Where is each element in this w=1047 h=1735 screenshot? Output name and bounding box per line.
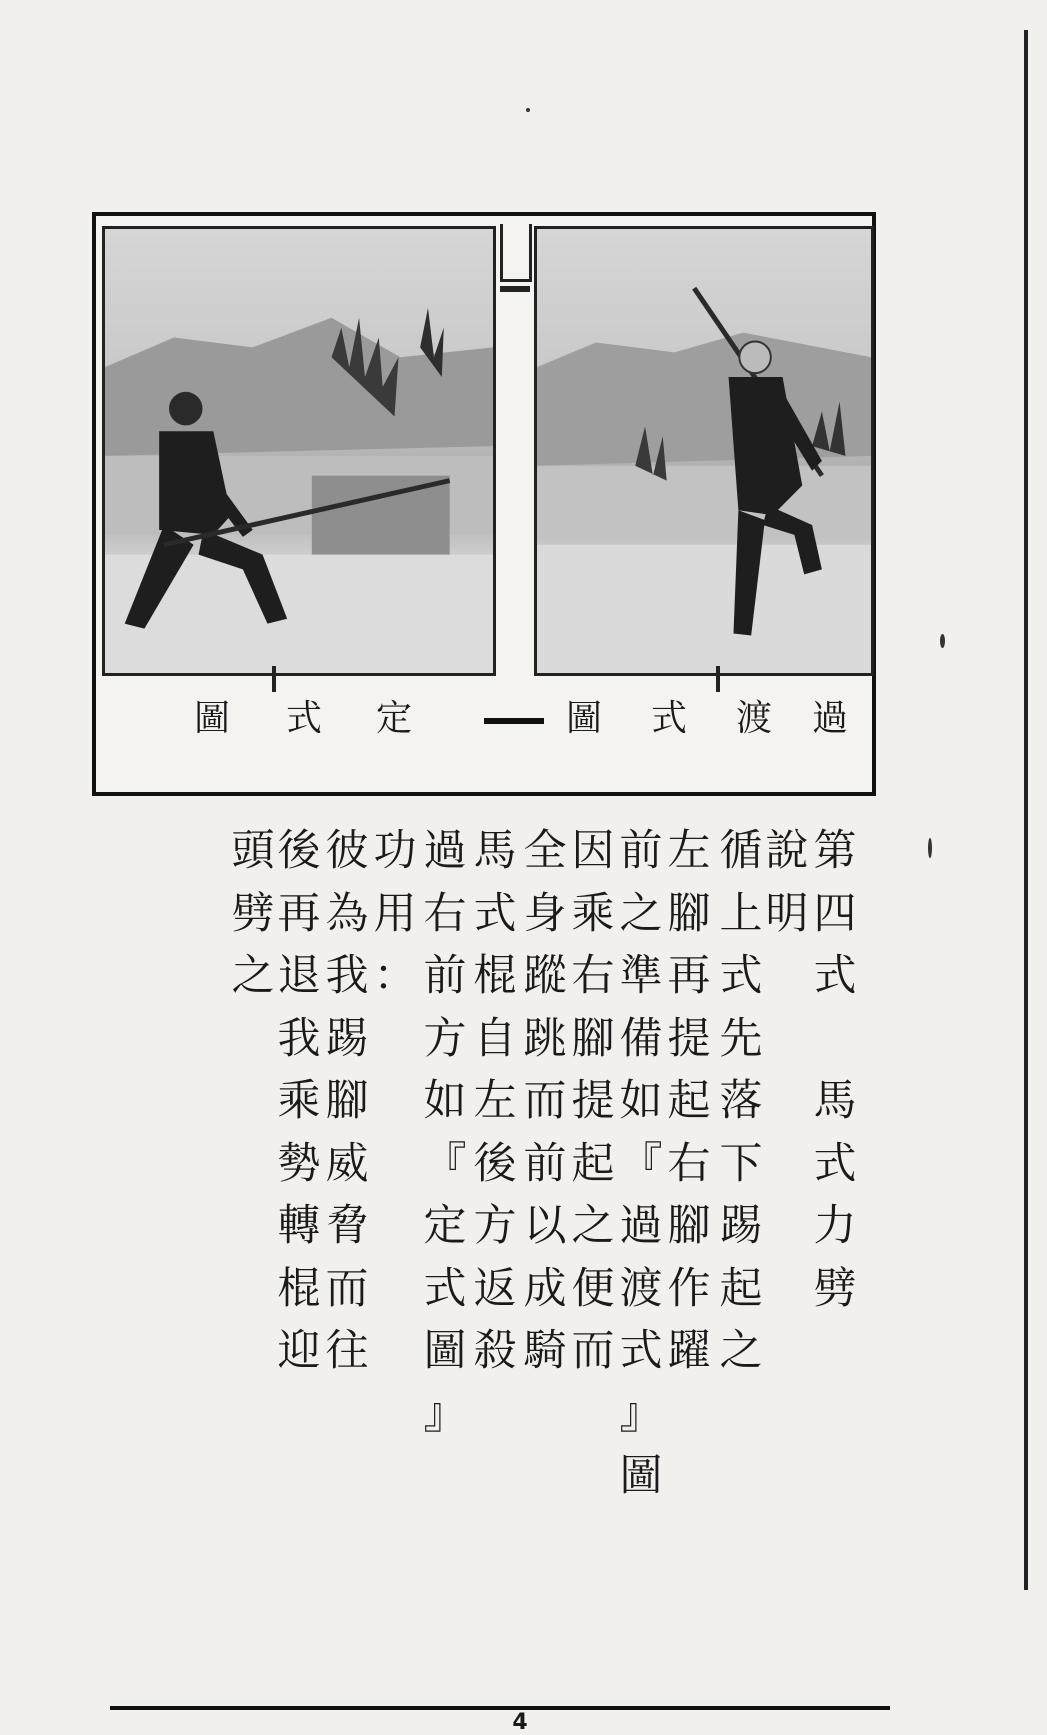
left-caption-char: 定 [376, 698, 413, 739]
left-caption-char: 圖 [194, 698, 231, 739]
text-column: 前 之 準 備 如 『 過 渡 式 』 圖 [619, 826, 663, 1501]
text-column: 說 明 [765, 826, 809, 939]
photo-transition-stance [534, 226, 874, 676]
divider-bar [500, 286, 530, 292]
text-column: 循 上 式 先 落 下 踢 起 之 [719, 826, 763, 1376]
caption-tick-right [716, 666, 720, 692]
text-column: 第 四 式 馬 式 力 劈 [813, 826, 857, 1314]
page-number: 4 [512, 1710, 528, 1735]
text-column: 頭 劈 之 [231, 826, 275, 1001]
right-caption-char: 圖 [566, 698, 603, 739]
text-column: 彼 為 我 踢 腳 威 脅 而 往 [325, 826, 369, 1376]
photo-fixed-stance [102, 226, 496, 676]
right-caption-char: 過 [812, 698, 849, 739]
print-speck [940, 634, 945, 648]
right-caption-char: 式 [651, 698, 688, 739]
text-column: 馬 式 棍 自 左 後 方 返 殺 [473, 826, 517, 1376]
caption-tick-left [272, 666, 276, 692]
text-column: 因 乘 右 腳 提 起 之 便 而 [571, 826, 615, 1376]
text-column: 後 再 退 我 乘 勢 轉 棍 迎 [277, 826, 321, 1376]
text-column: 全 身 蹤 跳 而 前 以 成 騎 [523, 826, 567, 1376]
photo-divider [500, 224, 532, 679]
caption-dash [484, 718, 544, 724]
vertical-text-body [0, 820, 1047, 1700]
figure-box [92, 212, 876, 796]
left-caption-char: 式 [286, 698, 323, 739]
text-column: 左 腳 再 提 起 右 腳 作 躍 [667, 826, 711, 1376]
text-column: 功 用 ： [373, 826, 417, 1001]
print-speck [526, 108, 530, 112]
right-caption-char: 渡 [736, 698, 773, 739]
text-column: 過 右 前 方 如 『 定 式 圖 』 [423, 826, 467, 1439]
divider-cap [500, 224, 532, 282]
figure-captions [96, 694, 872, 754]
